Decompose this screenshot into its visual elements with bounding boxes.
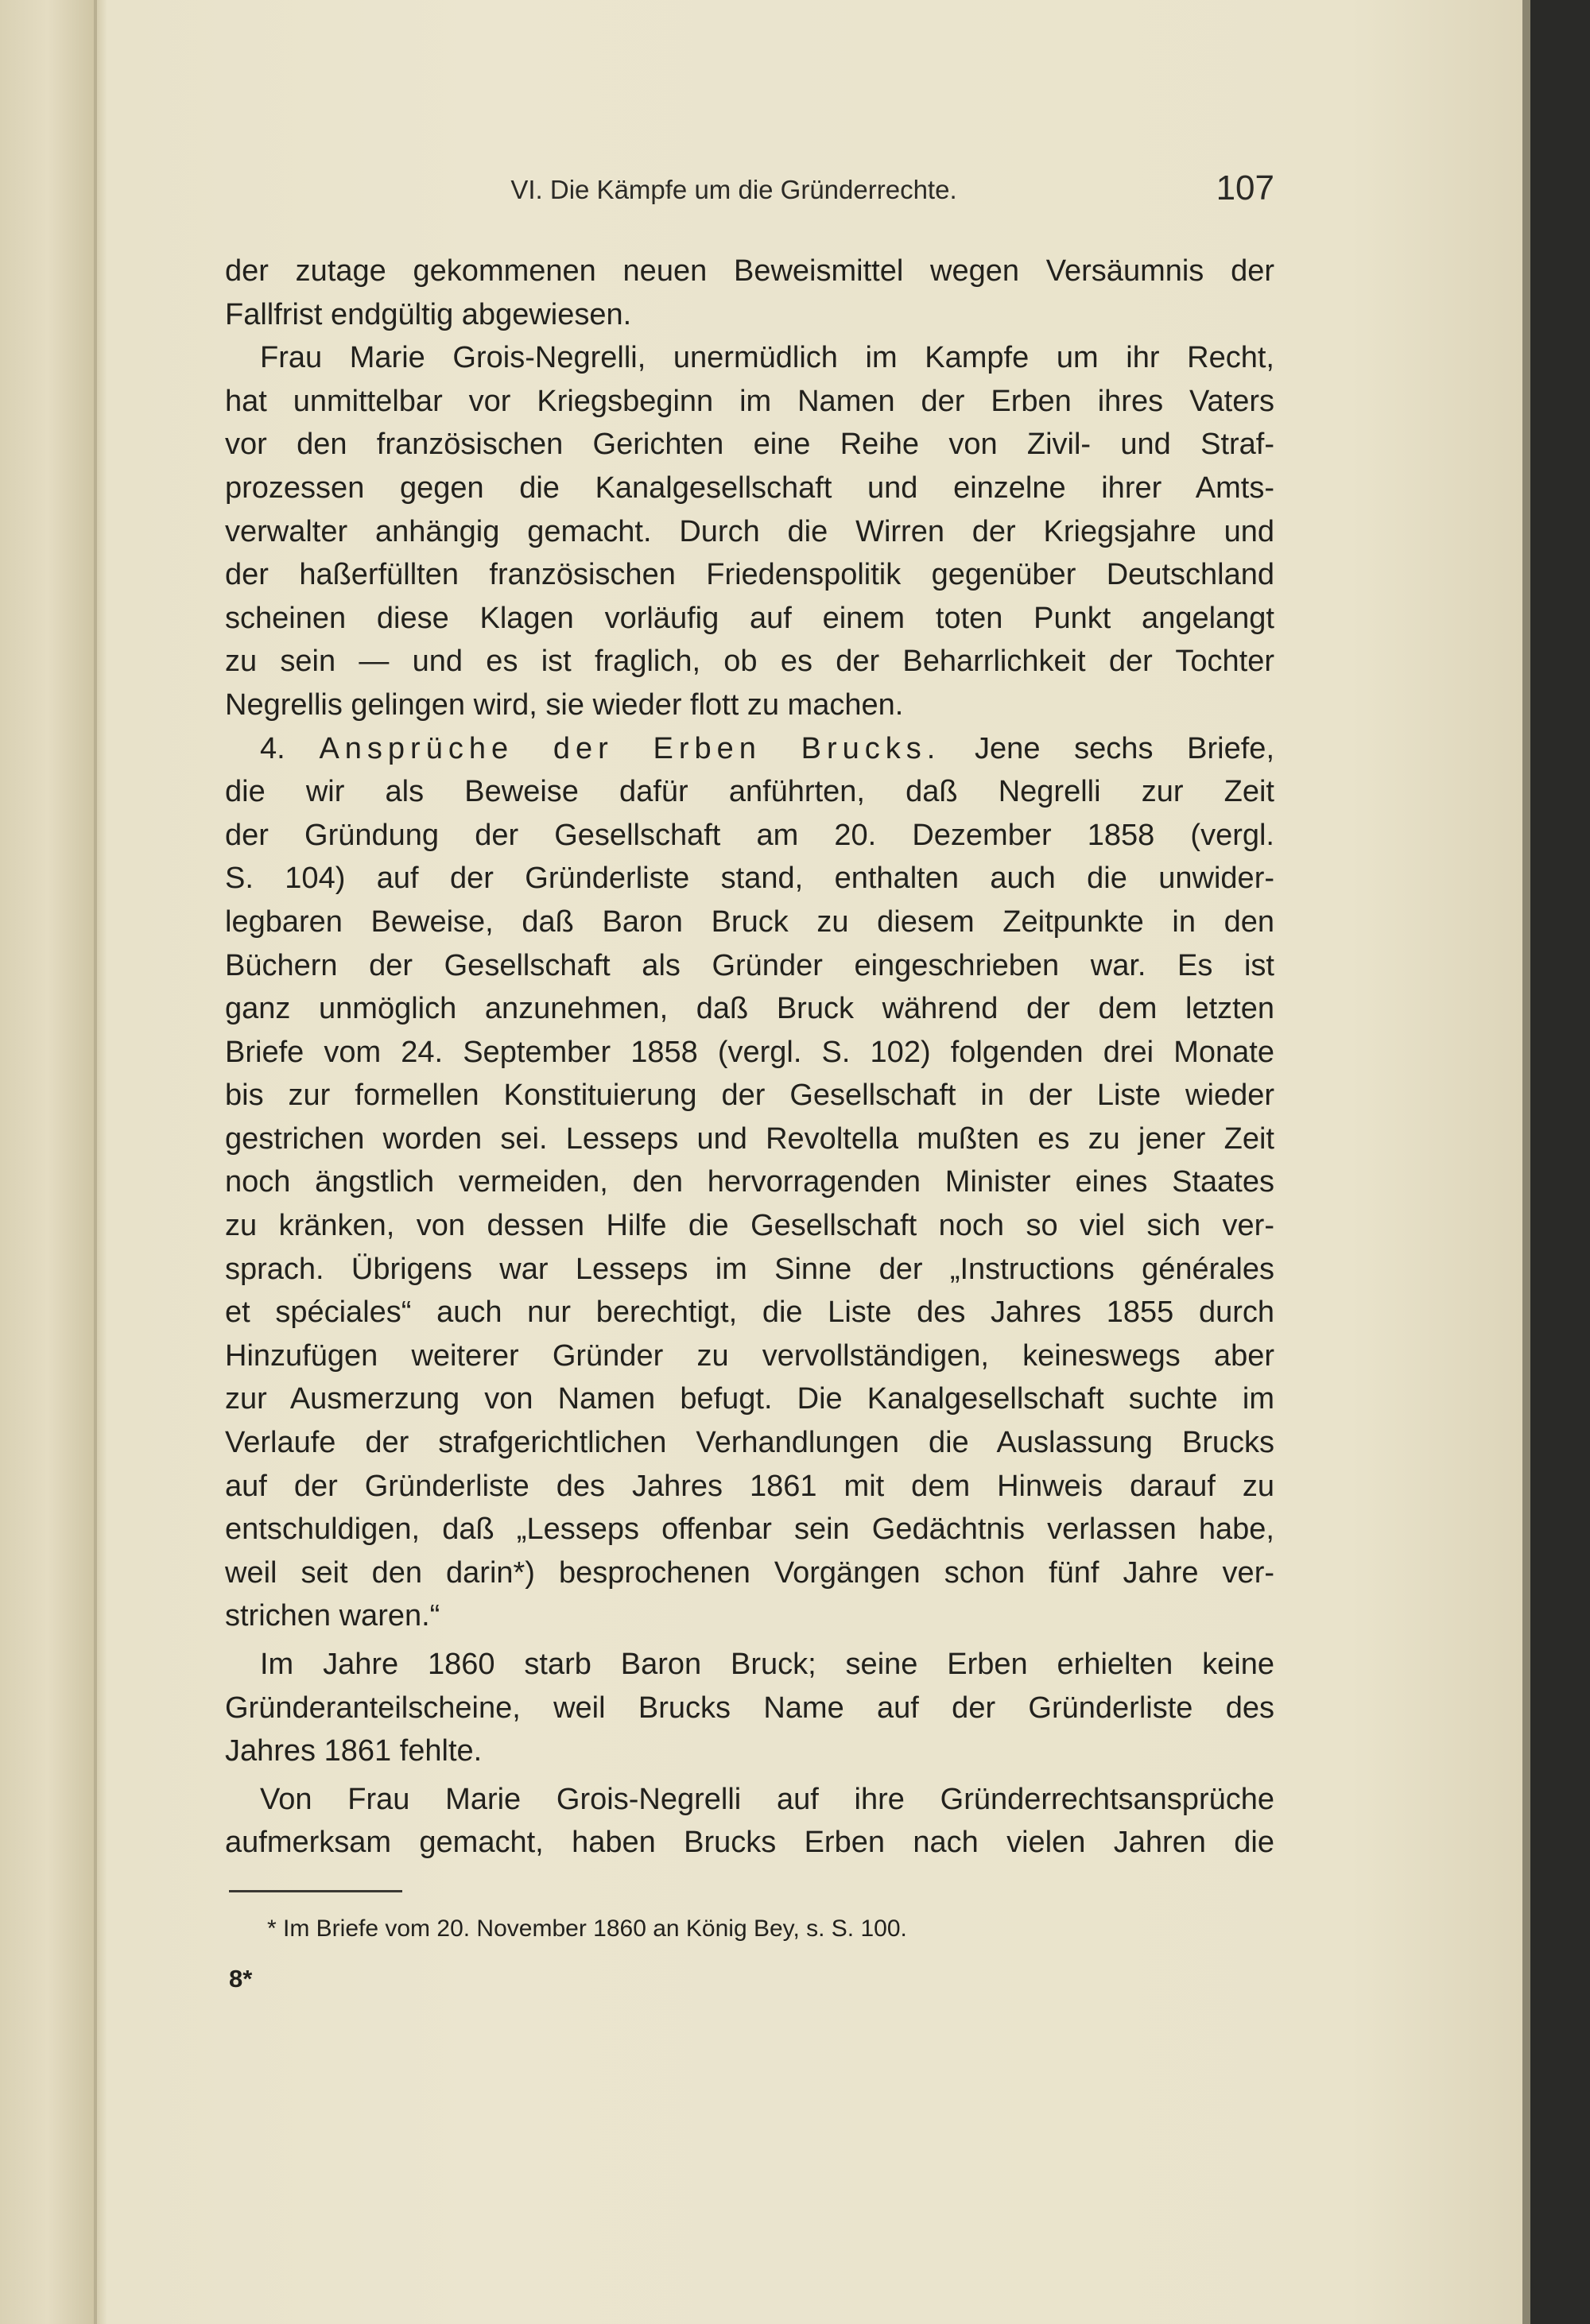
- text-line: gestrichen worden sei. Lesseps und Revoltella mußten es zu jener Zeit: [225, 1121, 1274, 1156]
- body-text: [225, 250, 1274, 1865]
- text-line: hat unmittelbar vor Kriegsbeginn im Namen der Erben ihres Vaters: [225, 384, 1274, 418]
- text-line: Von Frau Marie Grois-Negrelli auf ihre Gründerrechtsansprüche: [260, 1782, 1274, 1816]
- text-line: Hinzufügen weiterer Gründer zu vervollständigen, keineswegs aber: [225, 1338, 1274, 1373]
- text-line: die wir als Beweise dafür anführten, daß Negrelli zur Zeit: [225, 775, 1274, 809]
- text-line: ganz unmöglich anzunehmen, daß Bruck während der dem letzten: [225, 992, 1274, 1026]
- text-line: der Gründung der Gesellschaft am 20. Dezember 1858 (vergl.: [225, 818, 1274, 852]
- page-fold: [94, 0, 97, 2324]
- text-line: S. 104) auf der Gründerliste stand, enthalten auch die unwider-: [225, 862, 1274, 896]
- text-line: sprach. Übrigens war Lesseps im Sinne der „Instructions générales: [225, 1252, 1274, 1286]
- text-segment: Jene sechs Briefe,: [975, 731, 1274, 765]
- text-line: Negrellis gelingen wird, sie wieder flott zu machen.: [225, 688, 904, 722]
- text-line: Büchern der Gesellschaft als Gründer eingeschrieben war. Es ist: [225, 948, 1274, 982]
- text-line: strichen waren.“: [225, 1599, 440, 1633]
- text-segment: 4.: [260, 731, 285, 765]
- text-line: zu sein — und es ist fraglich, ob es der Beharrlichkeit der Tochter: [225, 645, 1274, 679]
- text-line: scheinen diese Klagen vorläufig auf einem toten Punkt angelangt: [225, 601, 1274, 635]
- text-line: Im Jahre 1860 starb Baron Bruck; seine Erben erhielten keine: [260, 1648, 1274, 1681]
- text-line: prozessen gegen die Kanalgesellschaft und einzelne ihrer Amts-: [225, 471, 1274, 505]
- footnote-rule: [229, 1890, 402, 1892]
- text-line: bis zur formellen Konstituierung der Gesellschaft in der Liste wieder: [225, 1079, 1274, 1113]
- text-line: [225, 727, 1274, 771]
- text-line: auf der Gründerliste des Jahres 1861 mit dem Hinweis darauf zu: [225, 1469, 1274, 1503]
- text-line: der haßerfüllten französischen Friedenspolitik gegenüber Deutschland: [225, 558, 1274, 592]
- text-line: aufmerksam gemacht, haben Brucks Erben nach vielen Jahren die: [225, 1826, 1274, 1860]
- signature-mark: 8*: [229, 1965, 253, 1993]
- text-line: legbaren Beweise, daß Baron Bruck zu diesem Zeitpunkte in den: [225, 904, 1274, 939]
- text-line: verwalter anhängig gemacht. Durch die Wirren der Kriegsjahre und: [225, 514, 1274, 548]
- page-edge: [1522, 0, 1530, 2324]
- text-line: zu kränken, von dessen Hilfe die Gesellschaft noch so viel sich ver-: [225, 1209, 1274, 1243]
- text-line: noch ängstlich vermeiden, den hervorragenden Minister eines Staates: [225, 1165, 1274, 1199]
- text-line: weil seit den darin*) besprochenen Vorgängen schon fünf Jahre ver-: [225, 1555, 1274, 1590]
- text-line: Jahres 1861 fehlte.: [225, 1734, 483, 1768]
- text-line: zur Ausmerzung von Namen befugt. Die Kanalgesellschaft suchte im: [225, 1382, 1274, 1416]
- page-number: 107: [1216, 168, 1274, 207]
- text-line: et spéciales“ auch nur berechtigt, die Liste des Jahres 1855 durch: [225, 1296, 1274, 1330]
- footnote: * Im Briefe vom 20. November 1860 an König Bey, s. S. 100.: [267, 1915, 907, 1942]
- text-line: vor den französischen Gerichten eine Reihe von Zivil- und Straf-: [225, 428, 1274, 462]
- page-header: [225, 168, 1274, 213]
- text-line: entschuldigen, daß „Lesseps offenbar sein Gedächtnis verlassen habe,: [225, 1513, 1274, 1547]
- text-line: Verlaufe der strafgerichtlichen Verhandlungen die Auslassung Brucks: [225, 1426, 1274, 1460]
- text-line: Frau Marie Grois-Negrelli, unermüdlich im Kampfe um ihr Recht,: [260, 341, 1274, 375]
- text-line: der zutage gekommenen neuen Beweismittel wegen Versäumnis der: [225, 254, 1274, 288]
- running-title: VI. Die Kämpfe um die Gründerrechte.: [510, 175, 957, 204]
- section-heading-spaced: Ansprüche der Erben Brucks.: [319, 731, 941, 765]
- text-line: Briefe vom 24. September 1858 (vergl. S. 102) folgenden drei Monate: [225, 1035, 1274, 1069]
- text-line: Gründeranteilscheine, weil Brucks Name auf der Gründerliste des: [225, 1691, 1274, 1725]
- text-line: Fallfrist endgültig abgewiesen.: [225, 297, 632, 331]
